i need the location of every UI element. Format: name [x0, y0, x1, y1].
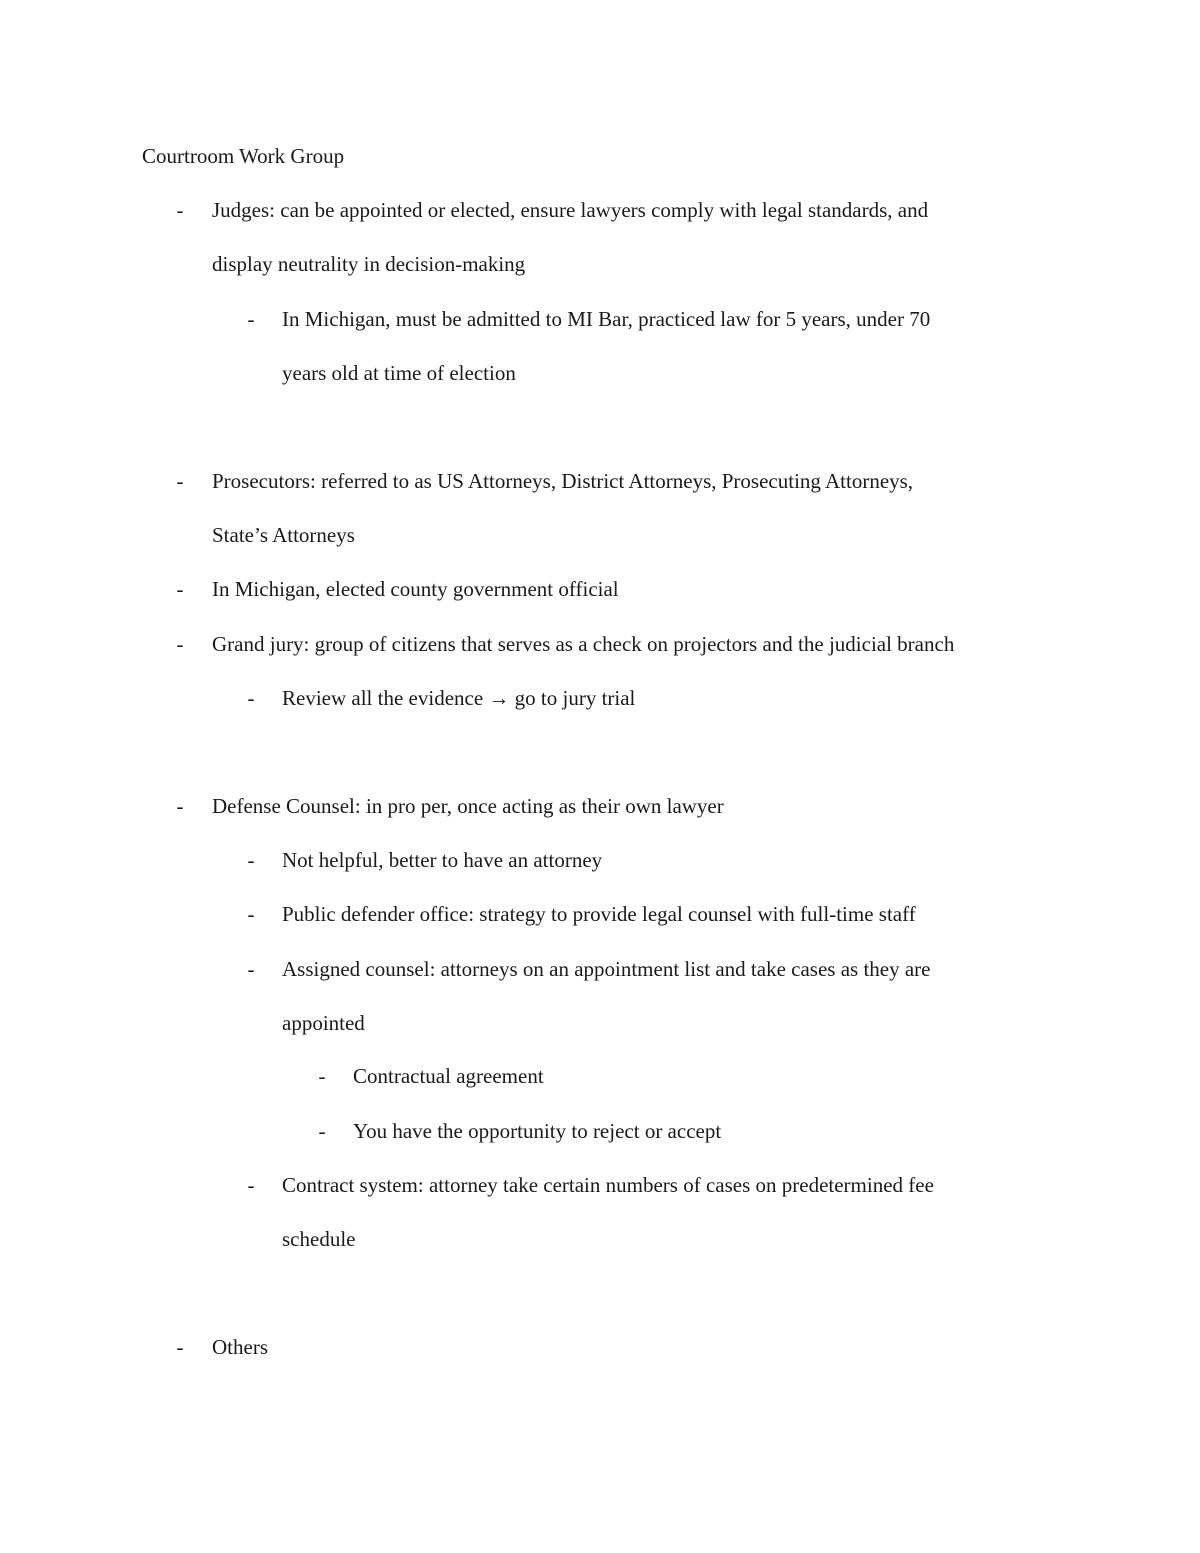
- list-item-text: Grand jury: group of citizens that serves as a check on projectors and the judicial branch: [212, 632, 955, 656]
- bullet-dash: -: [247, 686, 255, 710]
- bullet-dash: -: [247, 902, 255, 926]
- bullet-dash: -: [176, 794, 184, 818]
- list-item-text: years old at time of election: [282, 361, 516, 385]
- bullet-dash: -: [247, 957, 255, 981]
- list-item-text: appointed: [282, 1011, 365, 1035]
- list-item-text: In Michigan, elected county government official: [212, 577, 619, 601]
- list-item-text: Contract system: attorney take certain numbers of cases on predetermined fee: [282, 1173, 934, 1197]
- list-item-text: Assigned counsel: attorneys on an appointment list and take cases as they are: [282, 957, 931, 981]
- bullet-dash: -: [247, 1173, 255, 1197]
- bullet-dash: -: [247, 307, 255, 331]
- list-item-text: Review all the evidence → go to jury trial: [282, 686, 636, 710]
- list-item-text: Not helpful, better to have an attorney: [282, 848, 603, 872]
- list-item-text: In Michigan, must be admitted to MI Bar, practiced law for 5 years, under 70: [282, 307, 931, 331]
- bullet-dash: -: [247, 848, 255, 872]
- bullet-dash: -: [318, 1119, 326, 1143]
- bullet-dash: -: [318, 1064, 326, 1088]
- list-item-text: State’s Attorneys: [212, 523, 355, 547]
- list-item-text: Defense Counsel: in pro per, once acting as their own lawyer: [212, 794, 724, 818]
- list-item-text: You have the opportunity to reject or accept: [353, 1119, 722, 1143]
- list-item-text: Contractual agreement: [353, 1064, 544, 1088]
- list-item-text: Others: [212, 1335, 268, 1359]
- bullet-dash: -: [176, 1335, 184, 1359]
- bullet-dash: -: [176, 198, 184, 222]
- list-item-text: Public defender office: strategy to provide legal counsel with full-time staff: [282, 902, 916, 926]
- list-item-text: schedule: [282, 1227, 356, 1251]
- bullet-dash: -: [176, 577, 184, 601]
- bullet-dash: -: [176, 632, 184, 656]
- document-title: Courtroom Work Group: [142, 144, 345, 168]
- list-item-text: Judges: can be appointed or elected, ensure lawyers comply with legal standards, and: [212, 198, 929, 222]
- list-item-text: Prosecutors: referred to as US Attorneys, District Attorneys, Prosecuting Attorneys,: [212, 469, 914, 493]
- list-item-text: display neutrality in decision-making: [212, 252, 526, 276]
- bullet-dash: -: [176, 469, 184, 493]
